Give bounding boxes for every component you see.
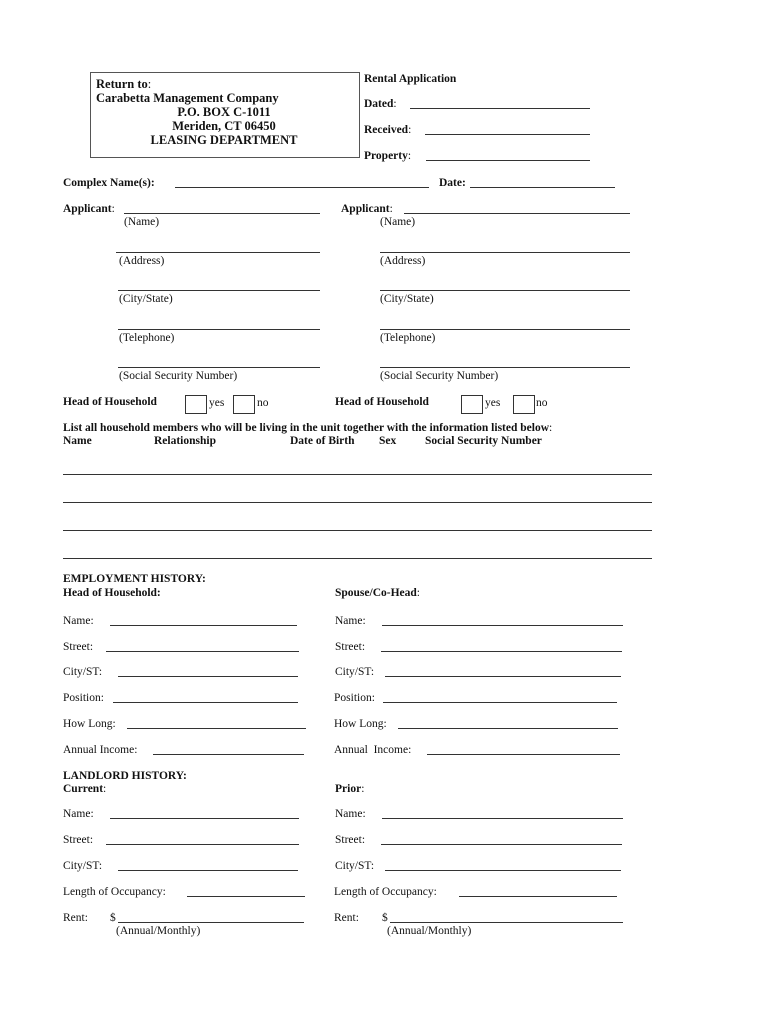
emp-street-label-left: Street:: [63, 641, 94, 653]
emp-name-label-left: Name:: [63, 615, 94, 627]
yes-label-right: yes: [485, 397, 501, 409]
no-label-left: no: [257, 397, 269, 409]
household-instruction: List all household members who will be living in the unit together with the information listed below:: [63, 422, 553, 434]
dated-field[interactable]: [410, 108, 590, 109]
emp-position-label-left: Position:: [63, 692, 104, 704]
ll-rent-field-right[interactable]: [390, 922, 623, 923]
emp-city-label-left: City/ST:: [63, 666, 103, 678]
ll-occupancy-label-left: Length of Occupancy:: [63, 886, 166, 898]
employment-spouse-label: Spouse/Co-Head:: [335, 587, 420, 599]
city-state-caption-left: (City/State): [119, 293, 173, 305]
city-state-field-right[interactable]: [380, 290, 630, 291]
applicant-label-left: Applicant:: [63, 203, 115, 215]
col-name: Name: [63, 435, 92, 447]
head-of-household-label-left: Head of Household: [63, 396, 157, 408]
ssn-field-left[interactable]: [118, 367, 320, 368]
city-state-caption-right: (City/State): [380, 293, 434, 305]
received-label: Received:: [364, 124, 412, 136]
ssn-caption-right: (Social Security Number): [380, 370, 499, 382]
telephone-caption-left: (Telephone): [119, 332, 175, 344]
ll-name-field-right[interactable]: [382, 818, 623, 819]
ll-rent-label-right: Rent:: [334, 912, 359, 924]
head-of-household-label-right: Head of Household: [335, 396, 429, 408]
emp-income-label-left: Annual Income:: [63, 744, 138, 756]
emp-position-field-right[interactable]: [383, 702, 617, 703]
emp-city-label-right: City/ST:: [335, 666, 375, 678]
address-field-right[interactable]: [380, 252, 630, 253]
emp-street-label-right: Street:: [335, 641, 366, 653]
landlord-prior-label: Prior:: [335, 783, 365, 795]
emp-income-field-right[interactable]: [427, 754, 620, 755]
date-label: Date:: [439, 177, 466, 189]
employment-history-title: EMPLOYMENT HISTORY:: [63, 573, 206, 585]
ssn-caption-left: (Social Security Number): [119, 370, 238, 382]
return-to-label: Return to:: [96, 77, 152, 91]
ll-city-field-left[interactable]: [118, 870, 298, 871]
yes-label-left: yes: [209, 397, 225, 409]
emp-city-field-right[interactable]: [385, 676, 621, 677]
emp-income-field-left[interactable]: [153, 754, 304, 755]
ll-occupancy-field-left[interactable]: [187, 896, 305, 897]
received-field[interactable]: [425, 134, 590, 135]
name-caption-left: (Name): [124, 216, 160, 228]
emp-how-long-field-left[interactable]: [127, 728, 306, 729]
household-row-3[interactable]: [63, 530, 652, 531]
return-city: Meriden, CT 06450: [172, 119, 276, 133]
landlord-current-label: Current:: [63, 783, 107, 795]
col-relationship: Relationship: [154, 435, 216, 447]
telephone-caption-right: (Telephone): [380, 332, 436, 344]
address-field-left[interactable]: [116, 252, 320, 253]
household-row-4[interactable]: [63, 558, 652, 559]
return-pobox: P.O. BOX C-1011: [177, 105, 271, 119]
ll-occupancy-label-right: Length of Occupancy:: [334, 886, 437, 898]
telephone-field-left[interactable]: [118, 329, 320, 330]
ll-name-label-left: Name:: [63, 808, 94, 820]
telephone-field-right[interactable]: [380, 329, 630, 330]
emp-name-field-right[interactable]: [382, 625, 623, 626]
ll-rent-label-left: Rent:: [63, 912, 88, 924]
address-caption-right: (Address): [380, 255, 426, 267]
emp-how-long-label-left: How Long:: [63, 718, 116, 730]
ll-rent-field-left[interactable]: [118, 922, 304, 923]
ll-city-label-left: City/ST:: [63, 860, 103, 872]
col-date-of-birth: Date of Birth: [290, 435, 355, 447]
address-caption-left: (Address): [119, 255, 165, 267]
emp-street-field-right[interactable]: [381, 651, 622, 652]
ll-city-label-right: City/ST:: [335, 860, 375, 872]
yes-checkbox-right[interactable]: [461, 395, 483, 414]
landlord-history-title: LANDLORD HISTORY:: [63, 770, 187, 782]
ll-dollar-left: $: [110, 912, 116, 924]
household-row-2[interactable]: [63, 502, 652, 503]
date-field[interactable]: [470, 187, 615, 188]
ll-street-label-left: Street:: [63, 834, 94, 846]
dated-label: Dated:: [364, 98, 397, 110]
ll-street-field-left[interactable]: [106, 844, 299, 845]
emp-position-field-left[interactable]: [113, 702, 298, 703]
ll-dollar-right: $: [382, 912, 388, 924]
ll-street-label-right: Street:: [335, 834, 366, 846]
ll-city-field-right[interactable]: [385, 870, 621, 871]
city-state-field-left[interactable]: [118, 290, 320, 291]
employment-head-label: Head of Household:: [63, 587, 161, 599]
no-label-right: no: [536, 397, 548, 409]
col-ssn: Social Security Number: [425, 435, 542, 447]
ssn-field-right[interactable]: [380, 367, 630, 368]
emp-income-label-right: Annual Income:: [334, 744, 412, 756]
return-dept: LEASING DEPARTMENT: [150, 133, 298, 147]
emp-city-field-left[interactable]: [118, 676, 298, 677]
name-caption-right: (Name): [380, 216, 416, 228]
emp-name-label-right: Name:: [335, 615, 366, 627]
return-company: Carabetta Management Company: [96, 91, 279, 105]
emp-name-field-left[interactable]: [110, 625, 297, 626]
ll-street-field-right[interactable]: [381, 844, 622, 845]
col-sex: Sex: [379, 435, 397, 447]
emp-how-long-label-right: How Long:: [334, 718, 387, 730]
ll-name-label-right: Name:: [335, 808, 366, 820]
applicant-label-right: Applicant:: [341, 203, 393, 215]
no-checkbox-left[interactable]: [233, 395, 255, 414]
property-field[interactable]: [426, 160, 590, 161]
complex-name-field[interactable]: [175, 187, 429, 188]
ll-annual-caption-left: (Annual/Monthly): [116, 925, 201, 937]
emp-position-label-right: Position:: [334, 692, 375, 704]
emp-how-long-field-right[interactable]: [398, 728, 618, 729]
ll-name-field-left[interactable]: [110, 818, 299, 819]
yes-checkbox-left[interactable]: [185, 395, 207, 414]
no-checkbox-right[interactable]: [513, 395, 535, 414]
complex-name-label: Complex Name(s):: [63, 177, 155, 189]
property-label: Property:: [364, 150, 412, 162]
emp-street-field-left[interactable]: [106, 651, 299, 652]
ll-annual-caption-right: (Annual/Monthly): [387, 925, 472, 937]
form-title: Rental Application: [364, 73, 457, 85]
household-row-1[interactable]: [63, 474, 652, 475]
applicant-name-field-left[interactable]: [124, 213, 320, 214]
applicant-name-field-right[interactable]: [404, 213, 630, 214]
ll-occupancy-field-right[interactable]: [459, 896, 617, 897]
